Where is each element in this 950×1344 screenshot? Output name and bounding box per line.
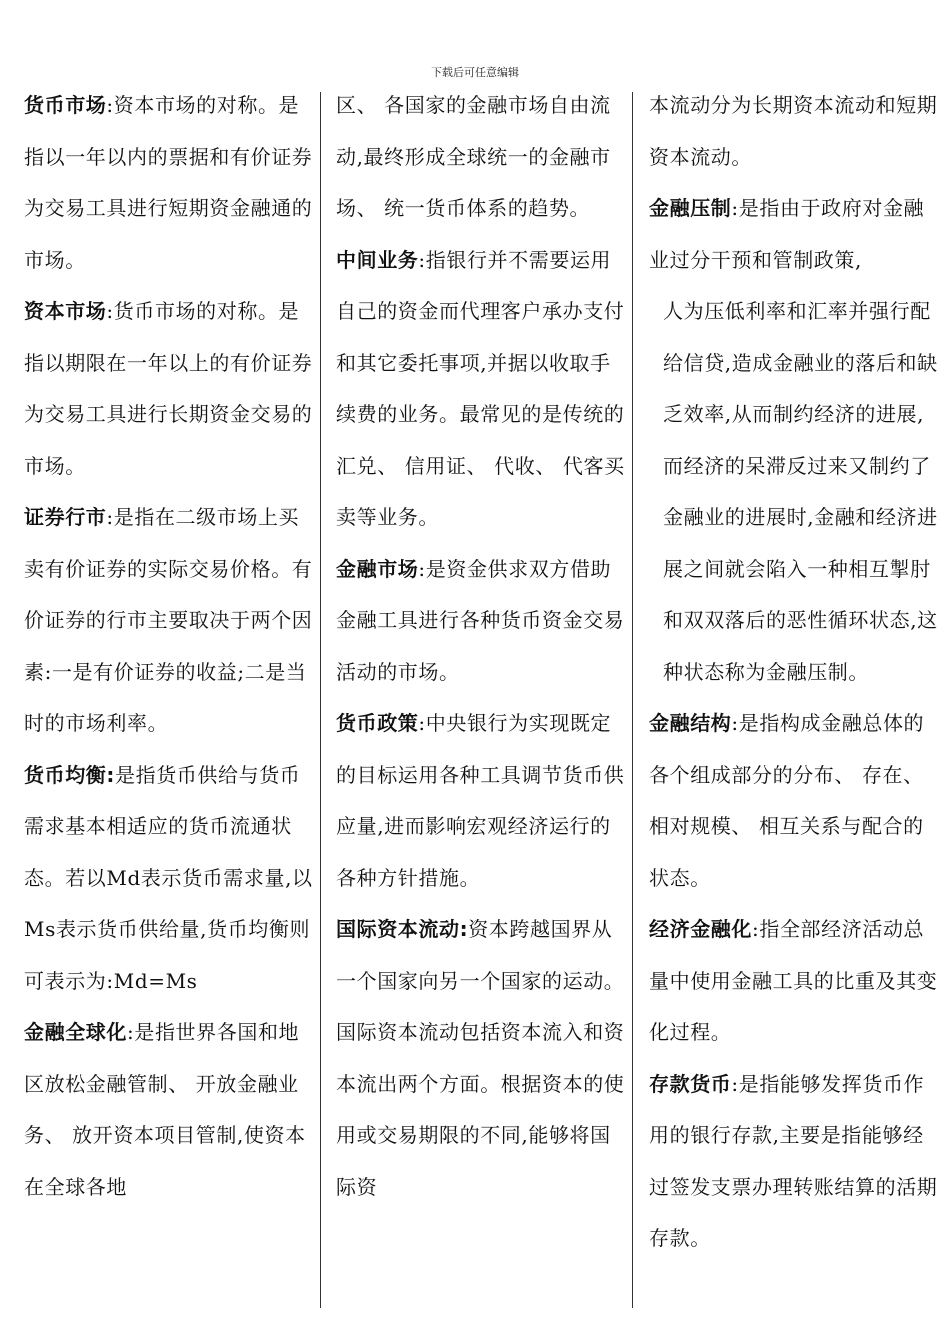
column-left [24,80,316,1312]
separator: : [106,93,114,117]
term: 经济金融化 [649,917,752,941]
entry-monetary-equilibrium [24,750,316,1008]
entry-securities-price [24,492,316,750]
term: 金融全球化 [24,1020,127,1044]
separator: : [731,711,739,735]
definition: 资本市场的对称。是指以一年以内的票据和有价证券为交易工具进行短期资金融通的市场。 [24,93,313,272]
definition: 是指能够发挥货币作用的银行存款,主要是指能够经过签发支票办理转账结算的活期存款。 [649,1071,938,1250]
separator: : [106,299,114,323]
page-header: 下载后可任意编辑 [431,66,519,79]
definition: 货币市场的对称。是指以期限在一年以上的有价证券为交易工具进行长期资金交易的市场。 [24,299,313,478]
term: 货币均衡: [24,762,115,787]
entry-financial-repression [649,183,939,286]
separator: : [752,917,760,941]
definition: 是资金供求双方借助金融工具进行各种货币资金交易活动的市场。 [336,556,625,684]
separator: : [418,711,426,735]
definition: 是指货币供给与货币需求基本相适应的货币流通状态。若以Md表示货币需求量,以Ms表示货币供给量,货币均衡则可表示为:Md=Ms [24,762,313,993]
term: 资本市场 [24,299,107,323]
entry-financial-globalization [24,1007,316,1213]
entry-financial-structure [649,698,939,904]
entry-financial-repression-continued: 人为压低利率和汇率并强行配给信贷,造成金融业的落后和缺乏效率,从而制约经济的进展,而经济的呆滞反过来又制约了金融业的进展时,金融和经济进展之间就会陷入一种相互掣肘和双双落后的恶性循环状态,这种状态称为金融压制。 [663,299,938,684]
entry-continuation: 区、 各国家的金融市场自由流动,最终形成全球统一的金融市场、 统一货币体系的趋势。 [336,93,611,220]
term: 国际资本流动: [336,917,469,941]
column-divider [320,92,321,1308]
entry-monetary-policy [336,698,628,904]
separator: : [127,1020,135,1044]
term: 证券行市 [24,505,107,529]
separator: : [731,196,739,220]
separator: : [418,556,426,581]
term: 金融结构 [649,711,732,735]
separator: : [731,1071,739,1096]
entry-continuation: 本流动分为长期资本流动和短期资本流动。 [649,93,938,169]
definition: 是指在二级市场上买卖有价证券的实际交易价格。有价证券的行市主要取决于两个因素:一是有价证券的收益;二是当时的市场利率。 [24,505,313,735]
entry-economic-financialization [649,904,939,1059]
entry-international-capital-flow [336,904,628,1213]
term: 金融压制 [649,196,732,220]
entry-capital-market [24,286,316,492]
entry-money-market [24,80,316,286]
column-middle [336,80,628,1312]
definition: 中央银行为实现既定的目标运用各种工具调节货币供应量,进而影响宏观经济运行的各种方针措施。 [336,711,625,890]
separator: : [106,505,114,529]
column-divider [632,92,633,1308]
term: 中间业务 [336,247,419,272]
term: 货币政策 [336,711,419,735]
definition: 指全部经济活动总量中使用金融工具的比重及其变化过程。 [649,917,938,1044]
definition: 是指构成金融总体的各个组成部分的分布、 存在、 相对规模、 相互关系与配合的状态。 [649,711,925,890]
definition: 资本跨越国界从一个国家向另一个国家的运动。国际资本流动包括资本流入和资本流出两个方面。根据资本的使用或交易期限的不同,能够将国际资 [336,917,625,1199]
entry-deposit-money [649,1059,939,1265]
column-right [649,80,939,1312]
term: 金融市场 [336,556,419,581]
term: 存款货币 [649,1071,732,1096]
entry-financial-market [336,544,628,699]
definition: 指银行并不需要运用自己的资金而代理客户承办支付和其它委托事项,并据以收取手续费的业务。最常见的是传统的汇兑、 信用证、 代收、 代客买卖等业务。 [336,247,625,529]
entry-intermediary-business [336,235,628,544]
separator: : [418,247,426,272]
definition: 是指世界各国和地区放松金融管制、 开放金融业务、 放开资本项目管制,使资本在全球各地 [24,1020,306,1199]
term: 货币市场 [24,93,107,117]
definition: 是指由于政府对金融业过分干预和管制政策, [649,196,925,272]
